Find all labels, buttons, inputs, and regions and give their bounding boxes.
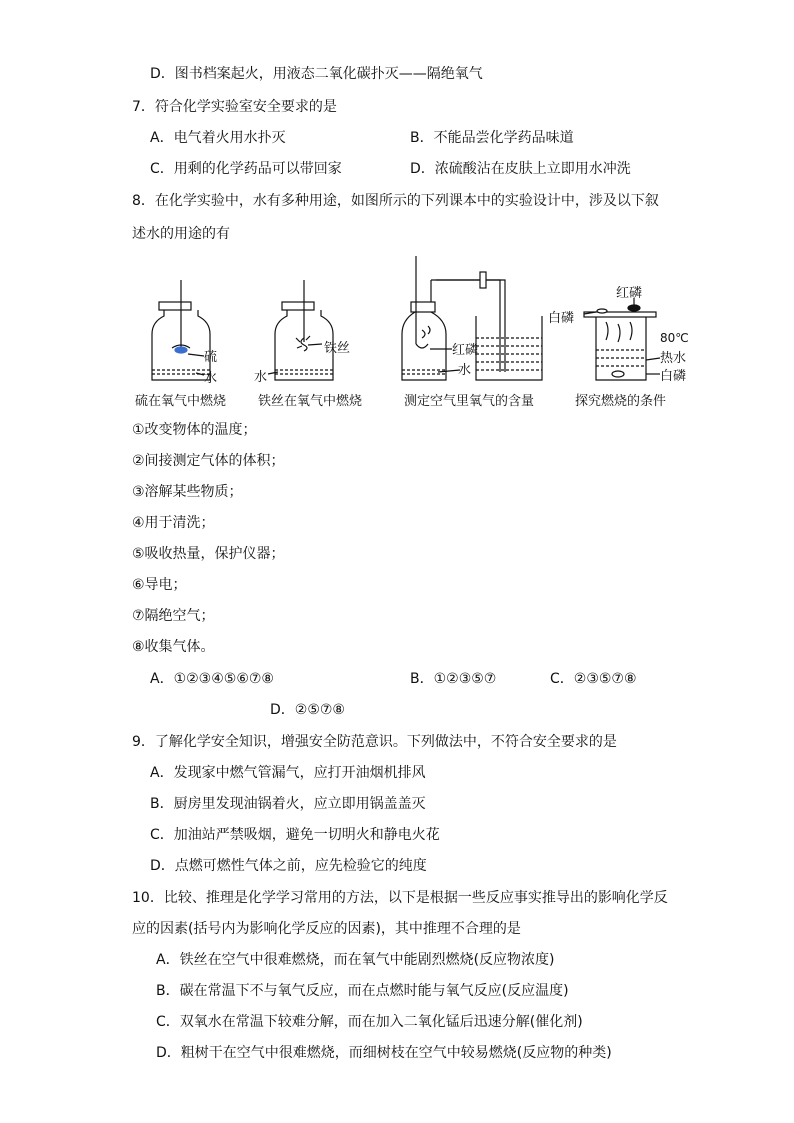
fig2-caption: 铁丝在氧气中燃烧: [258, 394, 363, 409]
fig1-sulfur-apparatus: [152, 280, 210, 380]
q8-option-b: B．①②③⑤⑦: [410, 671, 497, 687]
q10-option-a: A．铁丝在空气中很难燃烧，而在氧气中能剧烈燃烧(反应物浓度): [156, 952, 555, 968]
q8-item-7: ⑦隔绝空气；: [132, 608, 215, 624]
q8-option-a: A．①②③④⑤⑥⑦⑧: [150, 671, 274, 687]
q9-stem: 9．了解化学安全知识，增强安全防范意识。下列做法中，不符合安全要求的是: [132, 734, 617, 750]
q7-option-c: C．用剩的化学药品可以带回家: [150, 161, 342, 177]
fig4-label-white-phosphorus-top: 白磷: [548, 311, 575, 326]
q8-item-4: ④用于清洗；: [132, 515, 215, 531]
q8-item-8: ⑧收集气体。: [132, 639, 215, 655]
q8-item-3: ③溶解某些物质；: [132, 484, 243, 500]
q7-option-a: A．电气着火用水扑灭: [150, 130, 286, 146]
q7-stem: 7．符合化学实验室安全要求的是: [132, 99, 337, 115]
q8-item-1: ①改变物体的温度；: [132, 422, 257, 438]
fig3-caption: 测定空气里氧气的含量: [404, 394, 535, 409]
q7-option-b: B．不能品尝化学药品味道: [410, 130, 574, 146]
q9-option-d: D．点燃可燃性气体之前，应先检验它的纯度: [150, 858, 427, 874]
q8-figure: [0, 250, 794, 410]
q8-option-d: D．②⑤⑦⑧: [270, 702, 345, 718]
q8-stem-line2: 述水的用途的有: [132, 226, 230, 242]
fig3-label-red-phosphorus: 红磷: [452, 343, 479, 358]
fig4-label-red-phosphorus: 红磷: [616, 286, 643, 301]
fig4-label-white-phosphorus-bottom: 白磷: [660, 369, 687, 384]
q10-option-b: B．碳在常温下不与氧气反应，而在点燃时能与氧气反应(反应温度): [156, 983, 569, 999]
q10-stem-line2: 应的因素(括号内为影响化学反应的因素)，其中推理不合理的是: [132, 921, 521, 937]
q6-option-d: D．图书档案起火，用液态二氧化碳扑灭——隔绝氧气: [150, 66, 483, 82]
fig4-combustion-apparatus: [584, 298, 660, 380]
q8-option-c: C．②③⑤⑦⑧: [550, 671, 637, 687]
fig4-label-hot-water: 热水: [660, 351, 687, 366]
fig1-label-sulfur: 硫: [204, 350, 218, 365]
q8-item-5: ⑤吸收热量，保护仪器；: [132, 546, 285, 562]
q9-option-a: A．发现家中燃气管漏气，应打开油烟机排风: [150, 765, 426, 781]
q8-item-2: ②间接测定气体的体积；: [132, 453, 285, 469]
fig3-oxygen-content-apparatus: [402, 256, 542, 380]
fig4-caption: 探究燃烧的条件: [575, 394, 667, 409]
q10-option-d: D．粗树干在空气中很难燃烧，而细树枝在空气中较易燃烧(反应物的种类): [156, 1045, 612, 1061]
fig2-label-water: 水: [254, 370, 268, 385]
fig1-label-water: 水: [204, 371, 218, 386]
fig3-label-water: 水: [458, 363, 472, 378]
q7-option-d: D．浓硫酸沾在皮肤上立即用水冲洗: [410, 161, 631, 177]
fig2-label-iron-wire: 铁丝: [324, 341, 351, 356]
fig1-caption: 硫在氧气中燃烧: [135, 394, 227, 409]
fig2-iron-apparatus: [268, 280, 333, 380]
q9-option-c: C．加油站严禁吸烟，避免一切明火和静电火花: [150, 827, 440, 843]
q10-option-c: C．双氧水在常温下较难分解，而在加入二氧化锰后迅速分解(催化剂): [156, 1014, 583, 1030]
fig4-label-temperature: 80℃: [660, 331, 689, 345]
q8-item-6: ⑥导电；: [132, 577, 187, 593]
q10-stem-line1: 10．比较、推理是化学学习常用的方法，以下是根据一些反应事实推导出的影响化学反: [132, 890, 668, 906]
q8-stem-line1: 8．在化学实验中，水有多种用途，如图所示的下列课本中的实验设计中，涉及以下叙: [132, 193, 659, 209]
q9-option-b: B．厨房里发现油锅着火，应立即用锅盖盖灭: [150, 796, 426, 812]
